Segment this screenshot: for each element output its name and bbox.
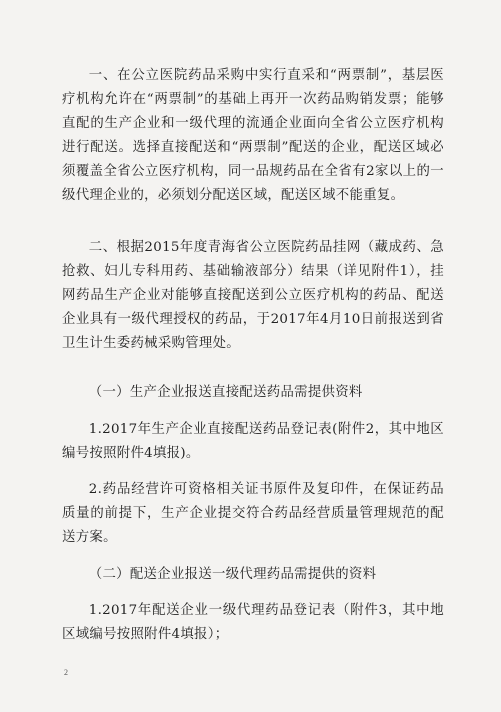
- paragraph-3: 1.2017年生产企业直接配送药品登记表(附件2，其中地区编号按照附件4填报)。: [62, 422, 444, 461]
- paragraph-1: 一、在公立医院药品采购中实行直采和“两票制”，基层医疗机构允许在“两票制”的基础上再开一次药品购销发票；能够直配的生产企业和一级代理的流通企业面向全省公立医疗机构进行配送。选择直接配送和“两票制”配送的企业，配送区域必须覆盖全省公立医疗机构，同一品规药品在全省有2家以上的一级代理企业的，必须划分配送区域，配送区域不能重复。: [62, 68, 444, 203]
- paragraph-2: 二、根据2015年度青海省公立医院药品挂网（藏成药、急抢救、妇儿专科用药、基础输液部分）结果（详见附件1），挂网药品生产企业对能够直接配送到公立医疗机构的药品、配送企业具有一级代理授权的药品，于2017年4月10日前报送到省卫生计生委药械采购管理处。: [62, 240, 444, 351]
- section-heading-2: （二）配送企业报送一级代理药品需提供的资料: [88, 567, 377, 582]
- section-heading-1: （一）生产企业报送直接配送药品需提供资料: [88, 385, 363, 400]
- paragraph-5: 1.2017年配送企业一级代理药品登记表（附件3，其中地区域编号按照附件4填报）；: [62, 603, 444, 642]
- paragraph-4: 2.药品经营许可资格相关证书原件及复印件，在保证药品质量的前提下，生产企业提交符合药品经营质量管理规范的配送方案。: [62, 482, 444, 545]
- page-number: 2: [64, 668, 68, 677]
